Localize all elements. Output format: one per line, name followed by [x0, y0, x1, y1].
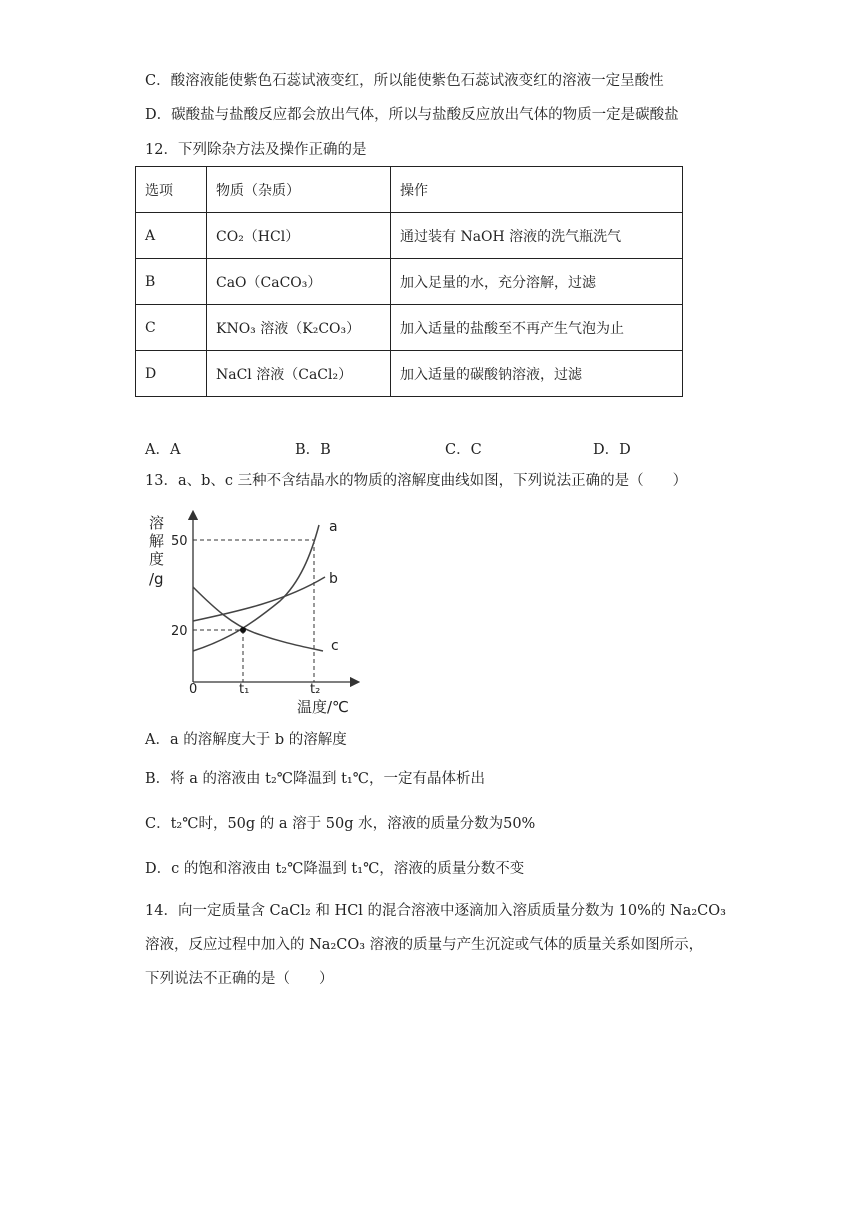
curve-a	[193, 525, 319, 651]
solubility-curve-graph	[145, 505, 360, 717]
q13-stem: 13．a、b、c 三种不含结晶水的物质的溶解度曲线如图，下列说法正确的是（ ）	[145, 473, 688, 489]
x-tick-0: 0	[189, 682, 198, 697]
q14-stem-line1: 14．向一定质量含 CaCl₂ 和 HCl 的混合溶液中逐滴加入溶质质量分数为 10%的 Na₂CO₃	[145, 903, 726, 919]
x-tick-t2: t₂	[310, 682, 321, 697]
y-label-char: 解	[149, 532, 165, 550]
table-header-cell: 操作	[391, 167, 683, 213]
curve-label-a: a	[329, 519, 338, 535]
table-header-cell: 物质（杂质）	[207, 167, 391, 213]
table-header-row	[136, 167, 683, 213]
q12-stem: 12．下列除杂方法及操作正确的是	[145, 142, 367, 158]
table-cell-option: A	[136, 213, 207, 259]
table-cell-substance: NaCl 溶液（CaCl₂）	[207, 351, 391, 397]
q11-option-d: D．碳酸盐与盐酸反应都会放出气体，所以与盐酸反应放出气体的物质一定是碳酸盐	[145, 107, 679, 123]
y-tick-50: 50	[171, 534, 188, 549]
table-header-cell: 选项	[136, 167, 207, 213]
curve-b	[193, 577, 325, 621]
curve-c	[193, 587, 323, 651]
table-cell-operation: 加入适量的盐酸至不再产生气泡为止	[391, 305, 683, 351]
q12-choice-d: D．D	[593, 442, 631, 458]
table-cell-operation: 通过装有 NaOH 溶液的洗气瓶洗气	[391, 213, 683, 259]
q12-choice-b: B．B	[295, 442, 331, 458]
table-row	[136, 259, 683, 305]
y-tick-20: 20	[171, 624, 188, 639]
x-tick-t1: t₁	[239, 682, 250, 697]
table-cell-option: B	[136, 259, 207, 305]
q14-stem-line3: 下列说法不正确的是（ ）	[145, 971, 334, 987]
y-label-char: 度	[149, 550, 165, 568]
table-row	[136, 213, 683, 259]
q12-options-table	[135, 166, 683, 397]
q13-option-c: C．t₂℃时，50g 的 a 溶于 50g 水，溶液的质量分数为50%	[145, 816, 536, 832]
q14-stem-line2: 溶液，反应过程中加入的 Na₂CO₃ 溶液的质量与产生沉淀或气体的质量关系如图所示，	[145, 937, 704, 953]
q13-option-a: A．a 的溶解度大于 b 的溶解度	[145, 732, 347, 748]
table-cell-operation: 加入适量的碳酸钠溶液，过滤	[391, 351, 683, 397]
curve-label-c: c	[331, 638, 339, 654]
table-cell-substance: CaO（CaCO₃）	[207, 259, 391, 305]
table-cell-operation: 加入足量的水，充分溶解，过滤	[391, 259, 683, 305]
curve-label-b: b	[329, 571, 338, 587]
q13-option-b: B．将 a 的溶液由 t₂℃降温到 t₁℃，一定有晶体析出	[145, 771, 485, 787]
table-cell-option: D	[136, 351, 207, 397]
q12-choices	[145, 438, 705, 458]
x-label: 温度/℃	[297, 698, 349, 716]
y-label-char: /g	[149, 570, 164, 588]
y-label-char: 溶	[149, 514, 165, 532]
table-cell-substance: CO₂（HCl）	[207, 213, 391, 259]
table-row	[136, 351, 683, 397]
q12-choice-a: A．A	[145, 442, 181, 458]
q12-choice-c: C．C	[445, 442, 482, 458]
table-cell-option: C	[136, 305, 207, 351]
q13-option-d: D．c 的饱和溶液由 t₂℃降温到 t₁℃，溶液的质量分数不变	[145, 861, 525, 877]
q11-option-c: C．酸溶液能使紫色石蕊试液变红，所以能使紫色石蕊试液变红的溶液一定呈酸性	[145, 73, 664, 89]
table-row	[136, 305, 683, 351]
intersection-point	[240, 627, 246, 633]
table-cell-substance: KNO₃ 溶液（K₂CO₃）	[207, 305, 391, 351]
